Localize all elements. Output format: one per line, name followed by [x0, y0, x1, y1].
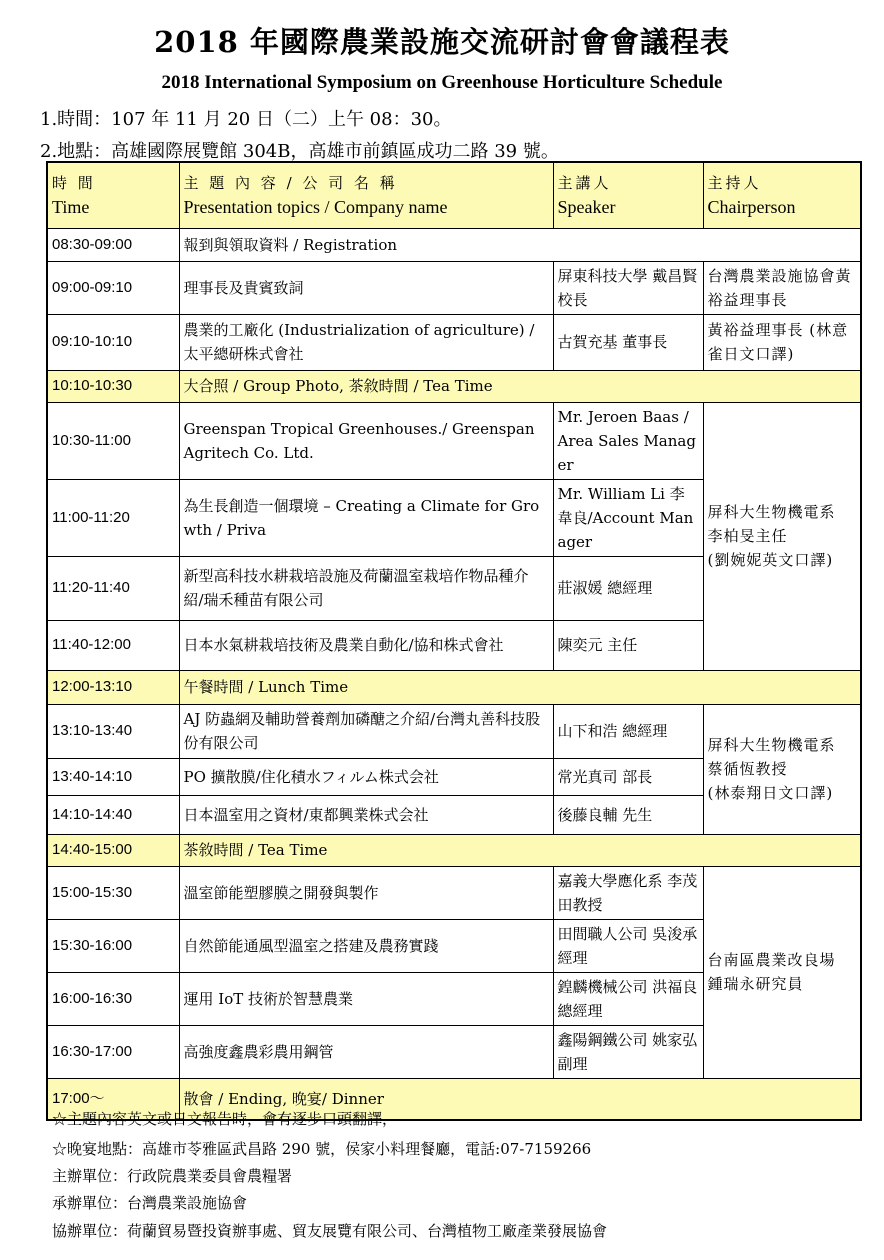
footnote-dinner-venue: ☆晚宴地點：高雄市苓雅區武昌路 290 號，侯家小料理餐廳，電話:07-7159266 — [52, 1140, 592, 1158]
table-row: 15:30-16:00 自然節能通風型溫室之搭建及農務實踐 田間職人公司 吳浚承經理 — [47, 919, 861, 972]
event-location: 2.地點：高雄國際展覽館 304B，高雄市前鎮區成功二路 39 號。 — [40, 141, 559, 162]
footnote-organizer: 主辦單位：行政院農業委員會農糧署 — [52, 1167, 293, 1185]
table-row: 11:00-11:20 為生長創造一個環境 – Creating a Climate for Growth / Priva Mr. William Li 李韋良/Account Manager — [47, 479, 861, 556]
page-subtitle: 2018 International Symposium on Greenhouse Horticulture Schedule — [161, 72, 723, 93]
table-row: 13:40-14:10 PO 擴散膜/住化積水フィルム株式会社 常光真司 部長 — [47, 758, 861, 795]
footnote-co-organizer: 協辦單位：荷蘭貿易暨投資辦事處、貿友展覽有限公司、台灣植物工廠產業發展協會 — [52, 1222, 608, 1240]
table-row: 10:30-11:00 Greenspan Tropical Greenhouses./ Greenspan Agritech Co. Ltd. Mr. Jeroen Baas /Area Sales Manager 屏科大生物機電系 李柏旻主任 (劉婉妮英文口譯) — [47, 402, 861, 479]
table-row: 11:20-11:40 新型高科技水耕栽培設施及荷蘭溫室栽培作物品種介紹/瑞禾種苗有限公司 莊淑媛 總經理 — [47, 556, 861, 620]
footnote-host: 承辦單位：台灣農業設施協會 — [52, 1194, 248, 1212]
header-topic: 主 題 內 容 / 公 司 名 稱 Presentation topics / Company name — [179, 162, 553, 228]
chair-block-2: 屏科大生物機電系 蔡循恆教授 (林泰翔日文口譯) — [703, 704, 861, 834]
table-row: 16:30-17:00 高強度鑫農彩農用鋼管 鑫陽鋼鐵公司 姚家弘副理 — [47, 1025, 861, 1078]
schedule-table — [46, 161, 862, 1121]
page-title: 2018 年國際農業設施交流研討會會議程表 — [154, 25, 730, 59]
table-row: 16:00-16:30 運用 IoT 技術於智慧農業 鍠麟機械公司 洪福良總經理 — [47, 972, 861, 1025]
table-row: 09:10-10:10 農業的工廠化 (Industrialization of agriculture) / 太平總研株式會社 古賀充基 董事長 黃裕益理事長 (林意雀日文口譯) — [47, 314, 861, 370]
chair-block-3: 台南區農業改良場 鍾瑞永研究員 — [703, 866, 861, 1078]
table-row: 14:10-14:40 日本溫室用之資材/東都興業株式会社 後藤良輔 先生 — [47, 795, 861, 834]
event-time: 1.時間：107 年 11 月 20 日（二）上午 08：30。 — [40, 109, 452, 130]
chair-block-1: 屏科大生物機電系 李柏旻主任 (劉婉妮英文口譯) — [703, 402, 861, 670]
header-time: 時 間 Time — [47, 162, 179, 228]
header-chair: 主持人 Chairperson — [703, 162, 861, 228]
section-row: 17:00～ 散會 / Ending, 晚宴/ Dinner — [47, 1078, 861, 1120]
header-speaker: 主講人 Speaker — [553, 162, 703, 228]
table-row: 09:00-09:10 理事長及貴賓致詞 屏東科技大學 戴昌賢校長 台灣農業設施協會黃裕益理事長 — [47, 261, 861, 314]
table-header-row — [47, 162, 861, 228]
section-row: 10:10-10:30 大合照 / Group Photo, 茶敘時間 / Tea Time — [47, 370, 861, 402]
footnote-translation: ☆主題內容英文或日文報告時，會有逐步口頭翻譯， — [52, 1110, 398, 1128]
table-row: 15:00-15:30 溫室節能塑膠膜之開發與製作 嘉義大學應化系 李茂田教授 台南區農業改良場 鍾瑞永研究員 — [47, 866, 861, 919]
table-row: 11:40-12:00 日本水氣耕栽培技術及農業自動化/協和株式會社 陳奕元 主任 — [47, 620, 861, 670]
section-row: 12:00-13:10 午餐時間 / Lunch Time — [47, 670, 861, 704]
table-row: 08:30-09:00 報到與領取資料 / Registration — [47, 228, 861, 261]
section-row: 14:40-15:00 茶敘時間 / Tea Time — [47, 834, 861, 866]
table-row: 13:10-13:40 AJ 防蟲網及輔助營養劑加磷醣之介紹/台灣丸善科技股份有限公司 山下和浩 總經理 屏科大生物機電系 蔡循恆教授 (林泰翔日文口譯) — [47, 704, 861, 758]
